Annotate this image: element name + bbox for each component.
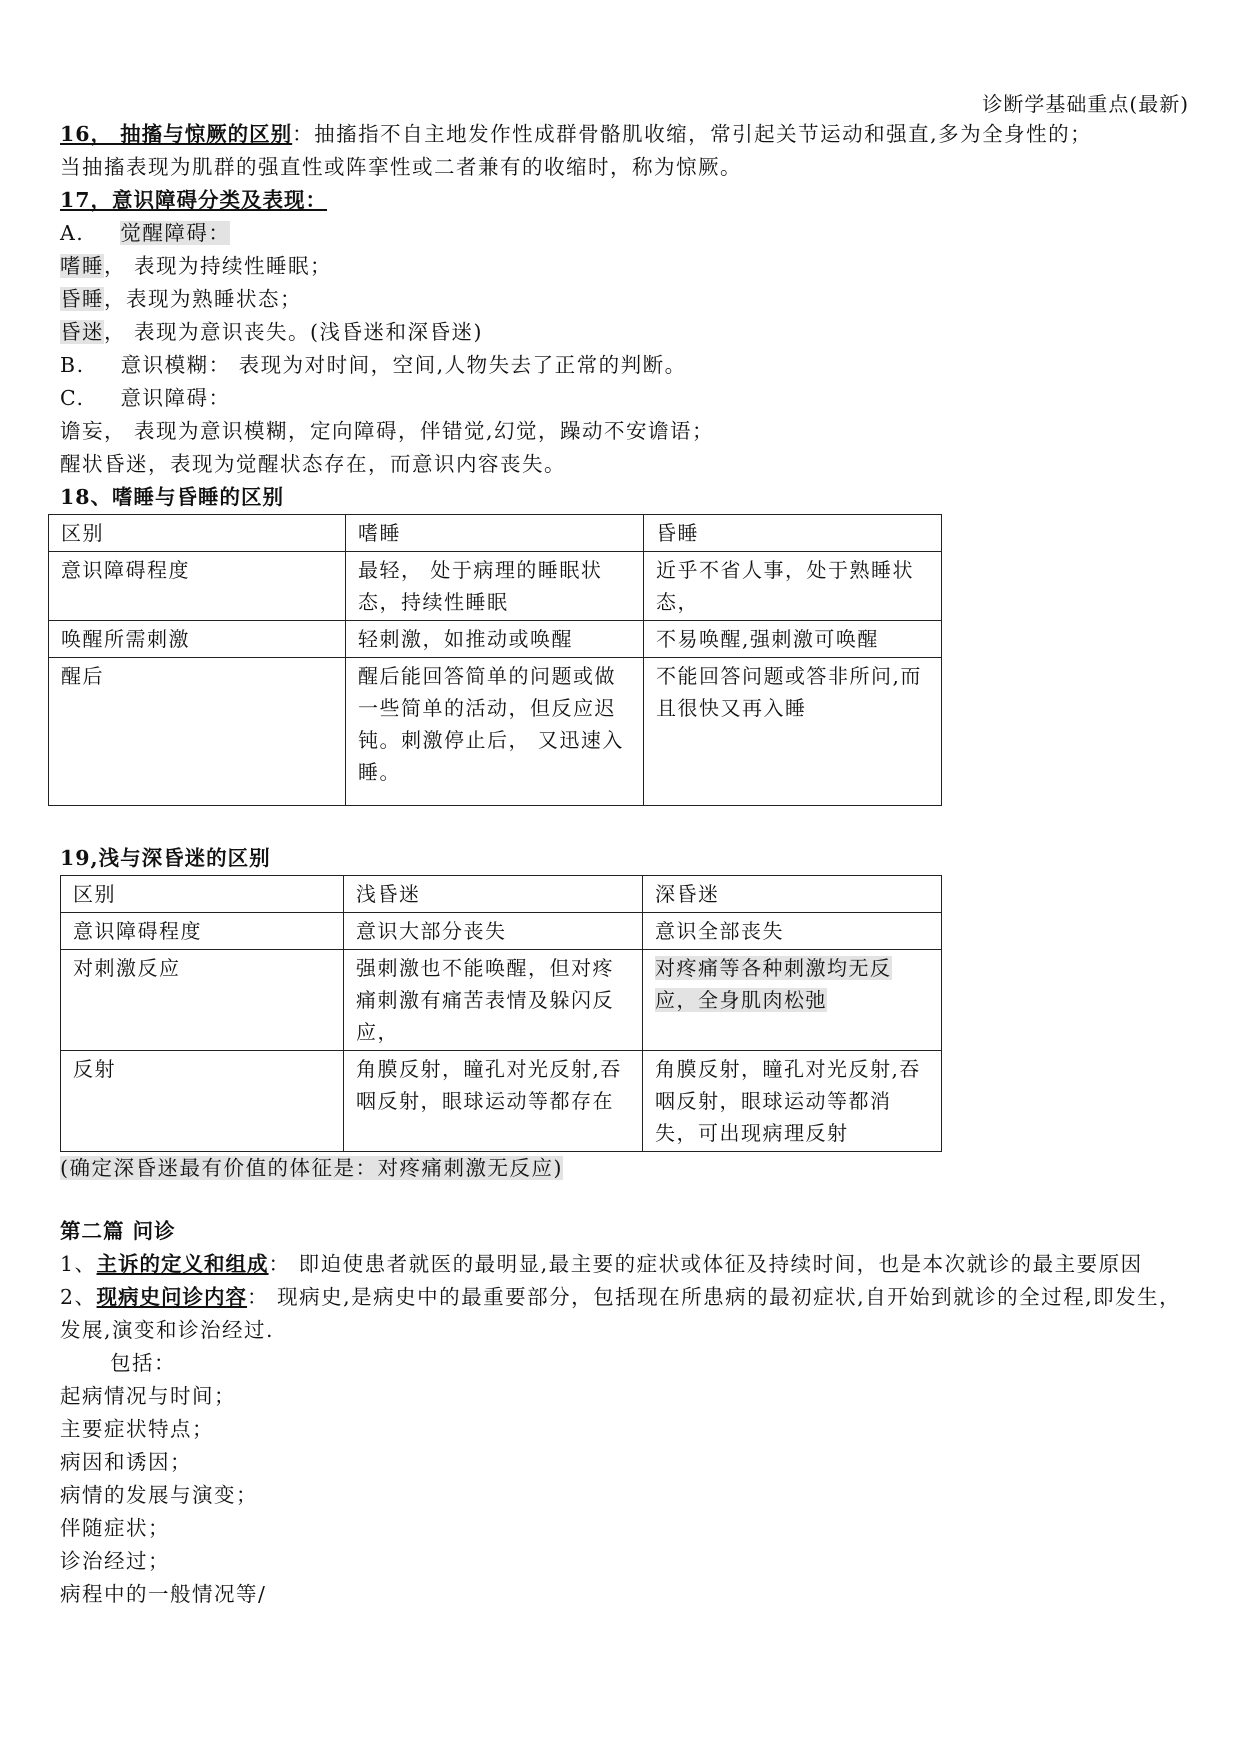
table-row <box>49 552 942 621</box>
section-19-note <box>60 1152 1190 1185</box>
term-hunshui: 昏睡 <box>60 287 104 311</box>
section-17-c-label: C. <box>60 386 85 410</box>
highlighted-text: 对疼痛等各种刺激均无反应，全身肌肉松弛 <box>655 956 892 1012</box>
item1-colon: ： <box>268 1252 291 1276</box>
table-header-cell: 浅昏迷 <box>344 876 643 913</box>
section-17-c2: 醒状昏迷，表现为觉醒状态存在，而意识内容丧失。 <box>60 452 566 476</box>
table-cell: 意识障碍程度 <box>49 552 346 621</box>
table-row <box>61 950 942 1051</box>
table-cell: 不易唤醒,强刺激可唤醒 <box>644 621 942 658</box>
item1-number: 1、 <box>60 1252 97 1276</box>
section-17-a-title: 觉醒障碍： <box>120 221 231 245</box>
section-17-b <box>60 349 1190 382</box>
list-item: 主要症状特点； <box>60 1417 214 1441</box>
section-17-a2 <box>60 283 1190 316</box>
table-header-cell: 区别 <box>61 876 344 913</box>
table-header-cell: 区别 <box>49 515 346 552</box>
table-row <box>49 621 942 658</box>
table-cell: 近乎不省人事，处于熟睡状态， <box>644 552 942 621</box>
term-hunmi-text: ， 表现为意识丧失。(浅昏迷和深昏迷) <box>104 320 484 344</box>
table-header-cell: 深昏迷 <box>643 876 942 913</box>
list-item: 伴随症状； <box>60 1516 170 1540</box>
section-16-line1 <box>60 118 1190 151</box>
page-header-title: 诊断学基础重点(最新) <box>982 92 1189 116</box>
list-item: 起病情况与时间； <box>60 1384 236 1408</box>
section-17-a-label: A. <box>60 221 85 245</box>
table-cell: 最轻， 处于病理的睡眠状态，持续性睡眠 <box>346 552 644 621</box>
table-cell: 意识大部分丧失 <box>344 913 643 950</box>
section-19-heading: 19,浅与深昏迷的区别 <box>60 846 271 870</box>
list-item: 病因和诱因； <box>60 1450 192 1474</box>
item2-title: 现病史问诊内容 <box>96 1285 248 1309</box>
part2-heading: 第二篇 问诊 <box>60 1219 176 1243</box>
document-content <box>60 118 1190 1611</box>
item2-colon: ： <box>247 1285 270 1309</box>
table-cell: 意识障碍程度 <box>61 913 344 950</box>
section-17-c <box>60 382 1190 415</box>
table-row <box>61 913 942 950</box>
table-cell: 对刺激反应 <box>61 950 344 1051</box>
term-shishui: 嗜睡 <box>60 254 104 278</box>
section-16-heading: 16， 抽搐与惊厥的区别 <box>60 122 293 146</box>
section-17-b-text: 意识模糊： 表现为对时间，空间,人物失去了正常的判断。 <box>120 353 687 377</box>
table-cell: 强刺激也不能唤醒，但对疼痛刺激有痛苦表情及躲闪反应， <box>344 950 643 1051</box>
list-item: 病程中的一般情况等/ <box>60 1582 267 1606</box>
term-hunmi: 昏迷 <box>60 320 104 344</box>
section-17-b-label: B. <box>60 353 85 377</box>
table-cell: 醒后 <box>49 658 346 806</box>
section-17-c-text: 意识障碍： <box>120 386 231 410</box>
section-19-note-text: (确定深昏迷最有价值的体征是：对疼痛刺激无反应) <box>60 1156 563 1180</box>
section-16-colon: ： <box>292 122 315 146</box>
section-18-heading: 18、嗜睡与昏睡的区别 <box>60 485 285 509</box>
table-cell: 反射 <box>61 1051 344 1152</box>
term-shishui-text: ， 表现为持续性睡眠； <box>104 254 333 278</box>
table-header-cell: 昏睡 <box>644 515 942 552</box>
table-cell: 角膜反射，瞳孔对光反射,吞咽反射，眼球运动等都消失，可出现病理反射 <box>643 1051 942 1152</box>
table-cell: 唤醒所需刺激 <box>49 621 346 658</box>
table-header-row <box>49 515 942 552</box>
table-cell: 意识全部丧失 <box>643 913 942 950</box>
table-row <box>49 658 942 806</box>
item2-number: 2、 <box>60 1285 97 1309</box>
section-17-c1: 谵妄， 表现为意识模糊，定向障碍，伴错觉,幻觉，躁动不安谵语； <box>60 419 715 443</box>
list-item: 病情的发展与演变； <box>60 1483 258 1507</box>
table-header-row <box>61 876 942 913</box>
section-17-a1 <box>60 250 1190 283</box>
item1-title: 主诉的定义和组成 <box>96 1252 269 1276</box>
table-header-cell: 嗜睡 <box>346 515 644 552</box>
list-item: 诊治经过； <box>60 1549 170 1573</box>
table-cell: 醒后能回答简单的问题或做一些简单的活动，但反应迟钝。刺激停止后， 又迅速入睡。 <box>346 658 644 806</box>
section-16-text1: 抽搐指不自主地发作性成群骨骼肌收缩，常引起关节运动和强直,多为全身性的； <box>314 122 1093 146</box>
table-cell: 不能回答问题或答非所问,而且很快又再入睡 <box>644 658 942 806</box>
table-cell: 轻刺激，如推动或唤醒 <box>346 621 644 658</box>
table-shishui-hunshui <box>48 514 942 806</box>
item1-text: 即迫使患者就医的最明显,最主要的症状或体征及持续时间，也是本次就诊的最主要原因 <box>290 1252 1143 1276</box>
section-17-heading: 17，意识障碍分类及表现： <box>60 188 328 212</box>
item2-text: 现病史,是病史中的最重要部分，包括现在所患病的最初症状,自开始到就诊的全过程,即发生，发展,演变和诊治经过. <box>60 1285 1182 1342</box>
section-17-a3 <box>60 316 1190 349</box>
table-row <box>61 1051 942 1152</box>
part2-item1 <box>60 1248 1190 1281</box>
table-coma-depth <box>60 875 942 1152</box>
part2-include-label: 包括： <box>110 1351 176 1375</box>
table-cell: 角膜反射，瞳孔对光反射,吞咽反射，眼球运动等都存在 <box>344 1051 643 1152</box>
term-hunshui-text: ，表现为熟睡状态； <box>104 287 302 311</box>
part2-item2 <box>60 1281 1190 1347</box>
section-16-line2: 当抽搐表现为肌群的强直性或阵挛性或二者兼有的收缩时，称为惊厥。 <box>60 155 742 179</box>
table-cell <box>643 950 942 1051</box>
section-17-a <box>60 217 1190 250</box>
